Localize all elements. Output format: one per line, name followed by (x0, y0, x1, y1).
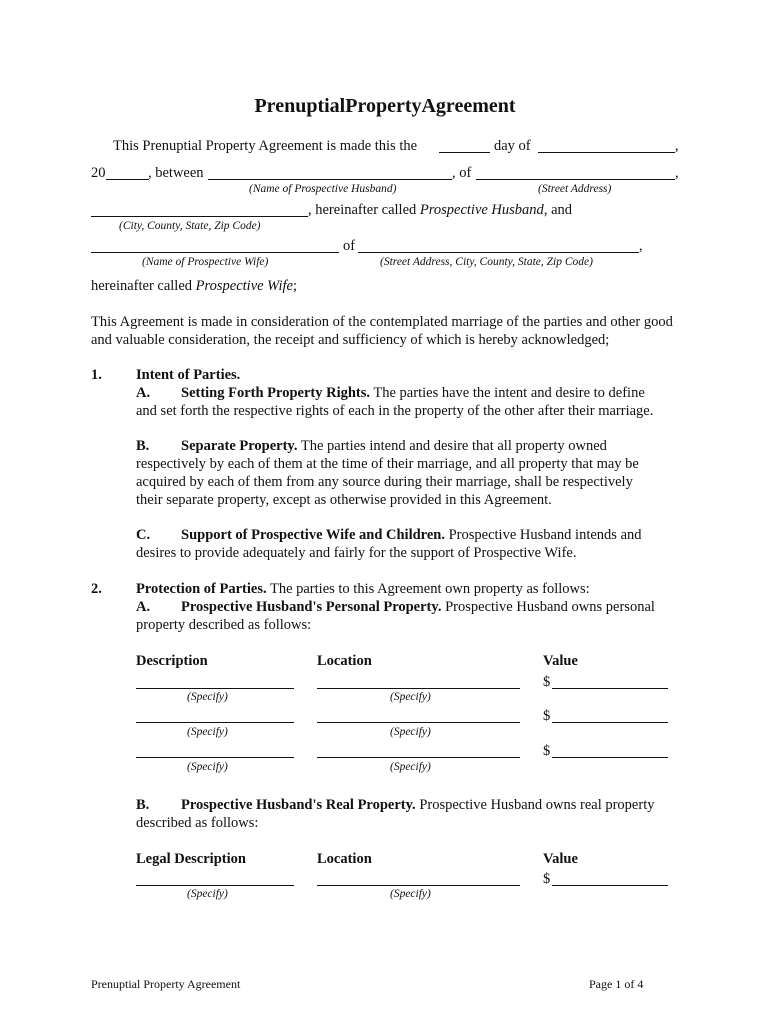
personal-row-3-location-blank[interactable] (317, 757, 520, 758)
day-blank[interactable] (439, 152, 490, 153)
section-1a-line-2: and set forth the respective rights of each in the property of the other after their marriage. (136, 403, 654, 419)
husband-designation: , hereinafter called Prospective Husband, and (308, 202, 572, 218)
preamble-text: This Prenuptial Property Agreement is made this the (113, 138, 418, 154)
personal-row-2-specify-description: (Specify) (187, 726, 228, 738)
section-1c-line-1: Support of Prospective Wife and Children. Prospective Husband intends and (181, 527, 642, 543)
real-row-1-specify-description: (Specify) (187, 888, 228, 900)
personal-row-1-location-blank[interactable] (317, 688, 520, 689)
year-blank[interactable] (106, 179, 149, 180)
section-1-number: 1. (91, 367, 102, 383)
section-1b-line-4: their separate property, except as otherwise provided in this Agreement. (136, 492, 552, 508)
caption-wife-address: (Street Address, City, County, State, Zip Code) (380, 256, 593, 268)
wife-address-blank[interactable] (358, 252, 639, 253)
section-1c-letter: C. (136, 527, 151, 543)
caption-wife-name: (Name of Prospective Wife) (142, 256, 269, 268)
caption-husband-name: (Name of Prospective Husband) (249, 183, 397, 195)
personal-row-2-value-blank[interactable] (552, 722, 668, 723)
real-row-1-value-blank[interactable] (552, 885, 668, 886)
personal-row-2-specify-location: (Specify) (390, 726, 431, 738)
section-2-heading: Protection of Parties. The parties to this Agreement own property as follows: (136, 581, 590, 597)
section-1a-line-1: Setting Forth Property Rights. The parties have the intent and desire to define (181, 385, 645, 401)
section-1c-line-2: desires to provide adequately and fairly for the support of Prospective Wife. (136, 545, 577, 561)
section-1b-letter: B. (136, 438, 150, 454)
personal-header-description: Description (136, 653, 208, 669)
section-1b-line-2: respectively by each of them at the time of their marriage, and all property that may be (136, 456, 639, 472)
section-2a-line-1: Prospective Husband's Personal Property. Prospective Husband owns personal (181, 599, 655, 615)
of-label-2: of (343, 238, 356, 254)
consideration-paragraph: This Agreement is made in consideration of the contemplated marriage of the parties and other good and valuable consideration, the receipt and sufficiency of which is hereby acknowledged; (91, 314, 673, 348)
personal-row-3-specify-description: (Specify) (187, 761, 228, 773)
preamble-line-1 (113, 137, 417, 155)
day-of-label: day of (494, 138, 531, 154)
page-title: PrenuptialPropertyAgreement (254, 95, 516, 117)
caption-city: (City, County, State, Zip Code) (119, 220, 261, 232)
comma: , (675, 138, 679, 154)
personal-row-2-description-blank[interactable] (136, 722, 294, 723)
personal-row-1-description-blank[interactable] (136, 688, 294, 689)
husband-street-blank[interactable] (476, 179, 675, 180)
wife-designation: hereinafter called Prospective Wife; (91, 278, 297, 294)
caption-street-address: (Street Address) (538, 183, 612, 195)
section-2b-line-1: Prospective Husband's Real Property. Prospective Husband owns real property (181, 797, 655, 813)
personal-row-1-currency: $ (543, 674, 551, 690)
personal-row-3-specify-location: (Specify) (390, 761, 431, 773)
personal-row-3-description-blank[interactable] (136, 757, 294, 758)
real-header-value: Value (543, 851, 578, 867)
personal-header-location: Location (317, 653, 372, 669)
personal-row-3-currency: $ (543, 743, 551, 759)
section-1a-letter: A. (136, 385, 151, 401)
personal-row-2-currency: $ (543, 708, 551, 724)
century-label: 20 (91, 165, 106, 181)
personal-row-1-specify-description: (Specify) (187, 691, 228, 703)
between-label: , between (148, 165, 204, 181)
real-header-legal-description: Legal Description (136, 851, 246, 867)
real-row-1-description-blank[interactable] (136, 885, 294, 886)
section-1-heading: Intent of Parties. (136, 367, 241, 383)
month-blank[interactable] (538, 152, 675, 153)
real-header-location: Location (317, 851, 372, 867)
husband-name-blank[interactable] (208, 179, 452, 180)
section-1b-line-1: Separate Property. The parties intend and desire that all property owned (181, 438, 607, 454)
section-2-number: 2. (91, 581, 102, 597)
personal-row-2-location-blank[interactable] (317, 722, 520, 723)
section-2b-letter: B. (136, 797, 150, 813)
personal-row-3-value-blank[interactable] (552, 757, 668, 758)
footer-document-name: Prenuptial Property Agreement (91, 977, 241, 991)
of-label: , of (452, 165, 472, 181)
personal-header-value: Value (543, 653, 578, 669)
wife-term: Prospective Wife (195, 278, 293, 294)
personal-row-1-specify-location: (Specify) (390, 691, 431, 703)
wife-name-blank[interactable] (91, 252, 339, 253)
real-row-1-currency: $ (543, 871, 551, 887)
comma: , (639, 238, 643, 254)
personal-row-1-value-blank[interactable] (552, 688, 668, 689)
section-2b-line-2: described as follows: (136, 815, 259, 831)
section-2a-line-2: property described as follows: (136, 617, 312, 633)
husband-term: Prospective Husband (419, 202, 544, 218)
husband-city-blank[interactable] (91, 216, 308, 217)
footer-page-number: Page 1 of 4 (589, 977, 644, 991)
section-1b-line-3: acquired by each of them from any source during their marriage, shall be respectively (136, 474, 633, 490)
real-row-1-specify-location: (Specify) (390, 888, 431, 900)
comma: , (675, 165, 679, 181)
real-row-1-location-blank[interactable] (317, 885, 520, 886)
section-2a-letter: A. (136, 599, 151, 615)
